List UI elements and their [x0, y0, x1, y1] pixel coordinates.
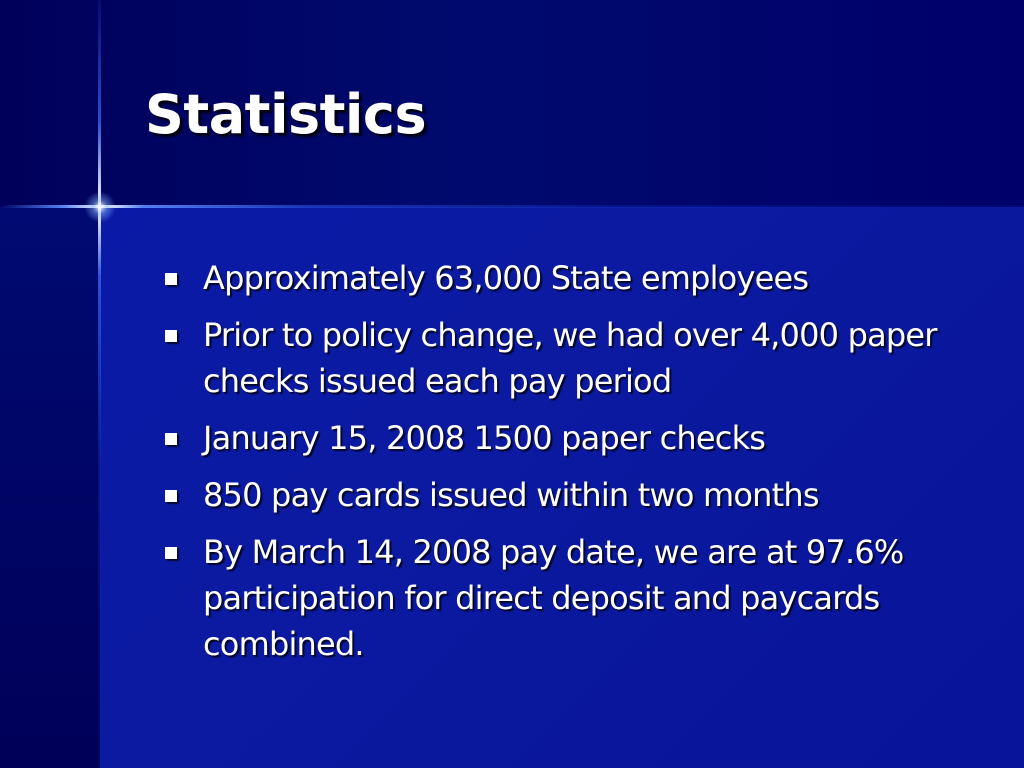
square-bullet-icon	[165, 330, 177, 342]
bullet-item	[165, 415, 965, 461]
bullet-item	[165, 255, 965, 301]
bullet-item	[165, 312, 965, 404]
square-bullet-icon	[165, 433, 177, 445]
bullet-text: Approximately 63,000 State employees	[203, 259, 809, 297]
bullet-item	[165, 529, 965, 667]
square-bullet-icon	[165, 273, 177, 285]
square-bullet-icon	[165, 547, 177, 559]
sparkle-icon	[84, 191, 116, 223]
horizontal-accent-line	[0, 205, 1024, 208]
bullet-list	[165, 255, 965, 678]
left-strip	[0, 207, 100, 768]
bullet-text: January 15, 2008 1500 paper checks	[203, 419, 766, 457]
bullet-text: 850 pay cards issued within two months	[203, 476, 819, 514]
vertical-accent-line	[98, 0, 101, 768]
square-bullet-icon	[165, 490, 177, 502]
bullet-text: Prior to policy change, we had over 4,000 paper checks issued each pay period	[203, 316, 937, 400]
slide-title: Statistics	[145, 83, 427, 146]
bullet-text: By March 14, 2008 pay date, we are at 97.6% participation for direct deposit and paycards combined.	[203, 533, 904, 663]
bullet-item	[165, 472, 965, 518]
